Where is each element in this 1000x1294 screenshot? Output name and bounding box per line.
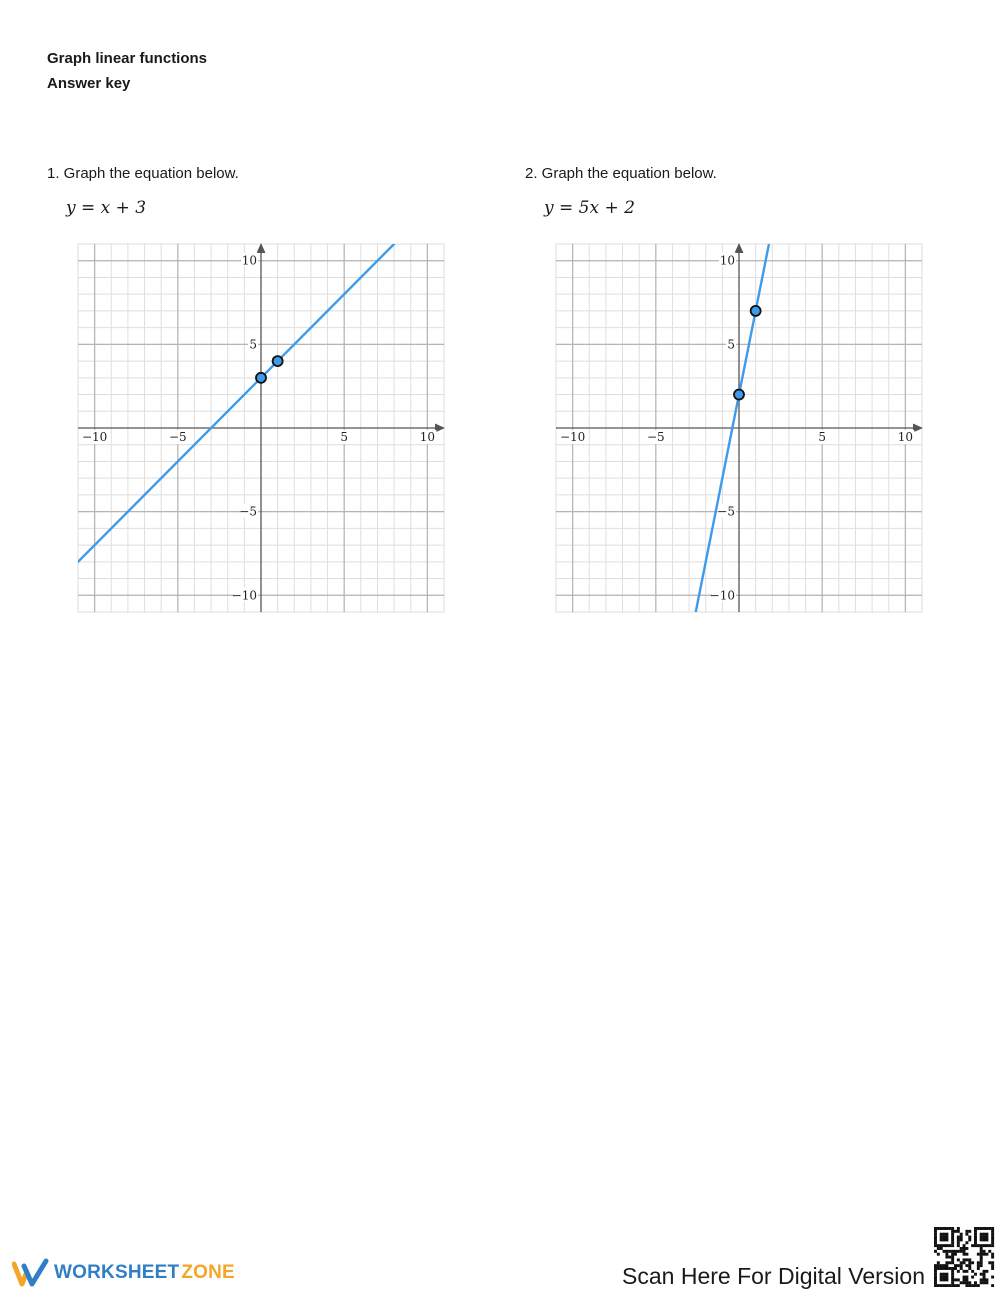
problem-prompt: 1. Graph the equation below. [47, 165, 239, 182]
problem-equation: y = x + 3 [66, 198, 147, 218]
brand-name-part2: ZONE [181, 1262, 235, 1283]
x-tick-label: −10 [81, 430, 108, 444]
x-tick-label: 5 [818, 430, 827, 444]
x-tick-label: −5 [168, 430, 187, 444]
brand-name-part1: WORKSHEET [54, 1262, 180, 1283]
y-tick-label: 10 [241, 253, 257, 268]
plotted-point [751, 306, 761, 316]
problem-1 [47, 164, 467, 624]
y-tick-label: 5 [249, 337, 257, 352]
y-tick-label: −5 [239, 504, 257, 519]
coordinate-graph [75, 242, 447, 616]
y-tick-label: −10 [709, 588, 735, 603]
x-tick-label: −10 [559, 430, 586, 444]
graph-svg [75, 242, 447, 616]
coordinate-graph [553, 242, 925, 616]
problem-2 [525, 164, 945, 624]
y-tick-label: −10 [231, 588, 257, 603]
qr-code-icon[interactable] [932, 1227, 996, 1287]
plotted-point [256, 373, 266, 383]
logo-mark-icon [12, 1258, 50, 1288]
problem-prompt: 2. Graph the equation below. [525, 165, 717, 182]
x-tick-label: −5 [646, 430, 665, 444]
page-title: Graph linear functions [47, 50, 208, 67]
graph-svg [553, 242, 925, 616]
plotted-point [273, 356, 283, 366]
function-line [539, 0, 938, 1294]
y-tick-label: 5 [727, 337, 735, 352]
x-tick-label: 10 [419, 430, 436, 444]
x-tick-label: 5 [340, 430, 349, 444]
plotted-point [734, 390, 744, 400]
page-subtitle: Answer key [47, 75, 131, 92]
x-tick-label: 10 [897, 430, 914, 444]
brand-logo[interactable] [12, 1256, 235, 1290]
y-tick-label: −5 [717, 504, 735, 519]
scan-caption: Scan Here For Digital Version [622, 1263, 925, 1289]
problem-equation: y = 5x + 2 [544, 198, 635, 218]
y-tick-label: 10 [719, 253, 735, 268]
